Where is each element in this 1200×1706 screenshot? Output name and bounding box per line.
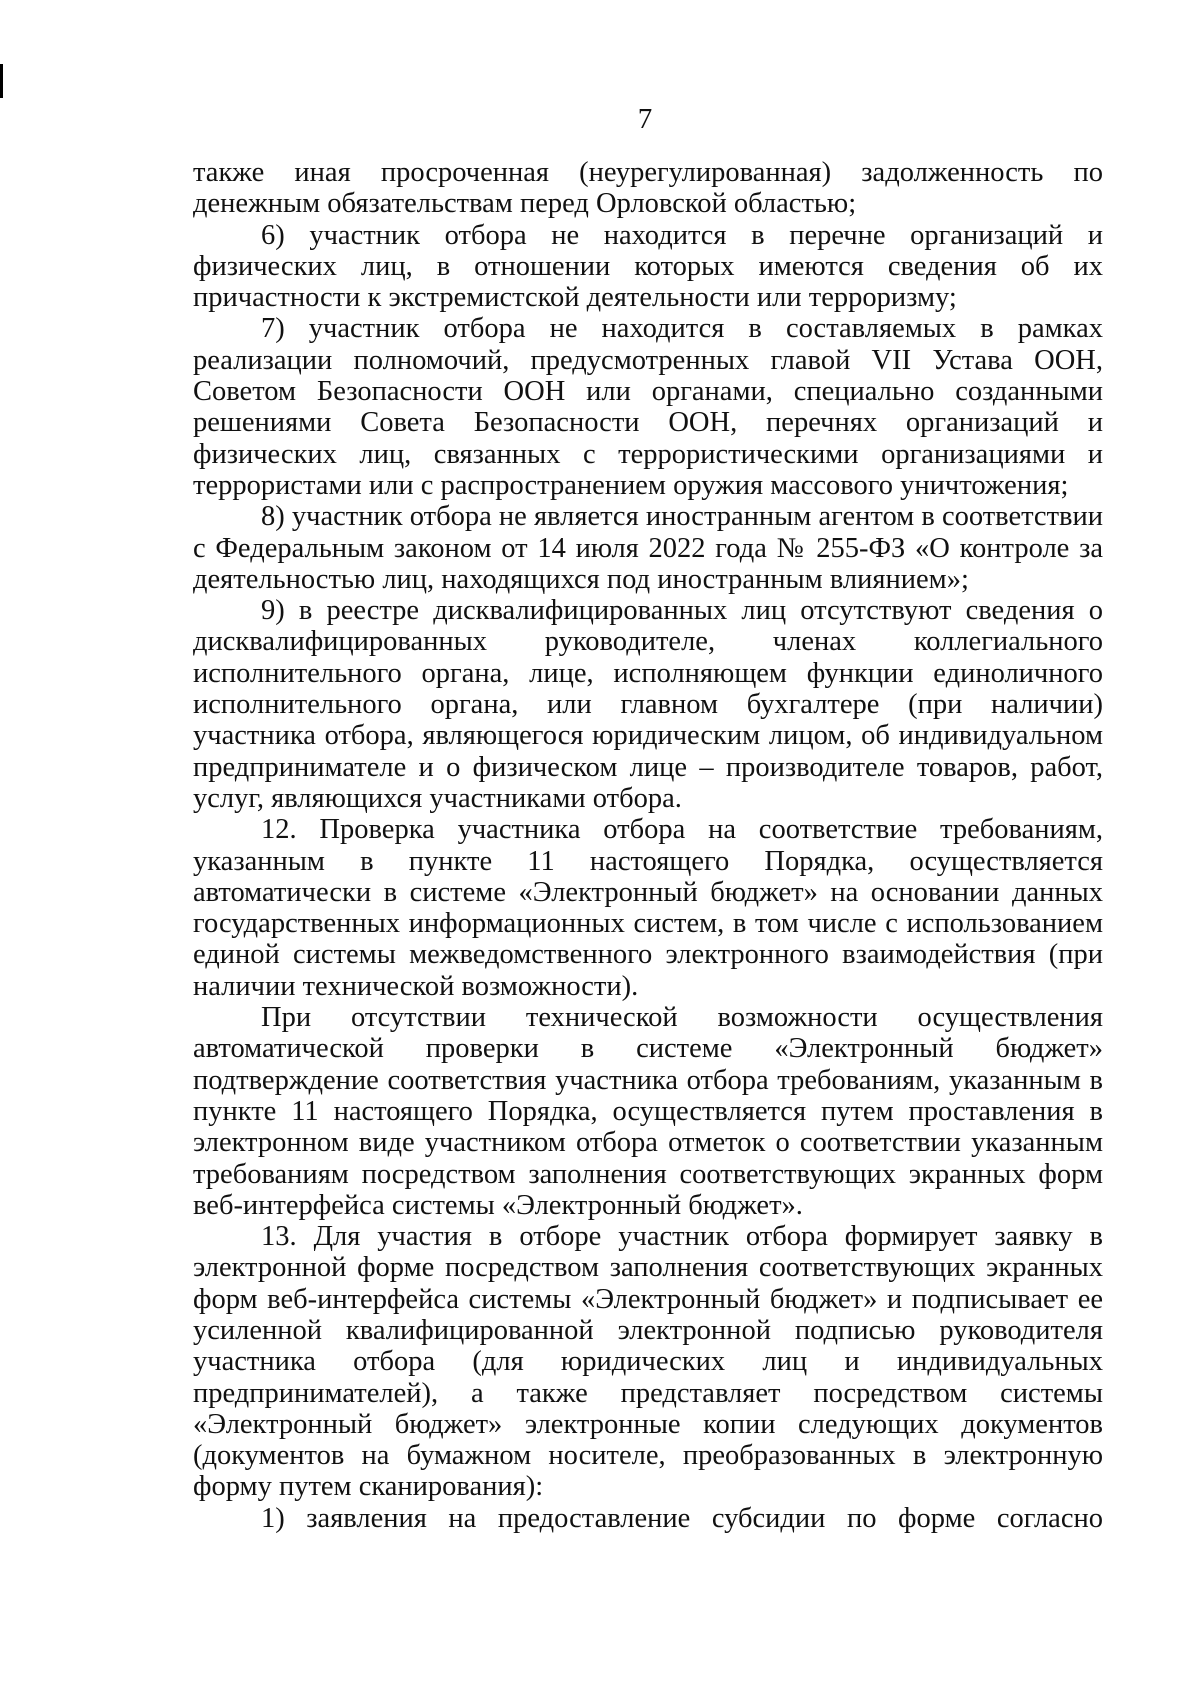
paragraph-5: 9) в реестре дисквалифицированных лиц отсутствуют сведения о дисквалифицированных руководителе, членах коллегиального исполнительного органа, лице, исполняющем функции единоличного исполнительного органа, или главном бухгалтере (при наличии) участника отбора, являющегося юридическим лицом, об индивидуальном предпринимателе и о физическом лице – производителе товаров, работ, услуг, являющихся участниками отбора.: [193, 595, 1103, 814]
paragraph-6: 12. Проверка участника отбора на соответствие требованиям, указанным в пункте 11 настоящего Порядка, осуществляется автоматически в системе «Электронный бюджет» на основании данных государственных информационных систем, в том числе с использованием единой системы межведомственного электронного взаимодействия (при наличии технической возможности).: [193, 814, 1103, 1002]
paragraph-7: При отсутствии технической возможности осуществления автоматической проверки в системе «Электронный бюджет» подтверждение соответствия участника отбора требованиям, указанным в пункте 11 настоящего Порядка, осуществляется путем проставления в электронном виде участником отбора отметок о соответствии указанным требованиям посредством заполнения соответствующих экранных форм веб-интерфейса системы «Электронный бюджет».: [193, 1002, 1103, 1221]
page-number: 7: [637, 103, 653, 135]
document-body: [193, 157, 1103, 1534]
paragraph-4: 8) участник отбора не является иностранным агентом в соответствии с Федеральным законом от 14 июля 2022 года № 255-ФЗ «О контроле за деятельностью лиц, находящихся под иностранным влиянием»;: [193, 501, 1103, 595]
paragraph-2: 6) участник отбора не находится в перечне организаций и физических лиц, в отношении которых имеются сведения об их причастности к экстремистской деятельности или терроризму;: [193, 219, 1103, 314]
paragraph-3: 7) участник отбора не находится в составляемых в рамках реализации полномочий, предусмотренных главой VII Устава ООН, Советом Безопасности ООН или органами, специально созданными решениями Совета Безопасности ООН, перечнях организаций и физических лиц, связанных с террористическими организациями и террористами или с распространением оружия массового уничтожения;: [193, 313, 1103, 501]
scan-edge-mark: [0, 64, 3, 98]
paragraph-9: 1) заявления на предоставление субсидии по форме согласно: [261, 1502, 1103, 1534]
paragraph-8: 13. Для участия в отборе участник отбора формирует заявку в электронной форме посредством заполнения соответствующих экранных форм веб-интерфейса системы «Электронный бюджет» и подписывает ее усиленной квалифицированной электронной подписью руководителя участника отбора (для юридических лиц и индивидуальных предпринимателей), а также представляет посредством системы «Электронный бюджет» электронные копии следующих документов (документов на бумажном носителе, преобразованных в электронную форму путем сканирования):: [193, 1221, 1103, 1503]
paragraph-1: также иная просроченная (неурегулированная) задолженность по денежным обязательствам перед Орловской областью;: [193, 157, 1103, 220]
